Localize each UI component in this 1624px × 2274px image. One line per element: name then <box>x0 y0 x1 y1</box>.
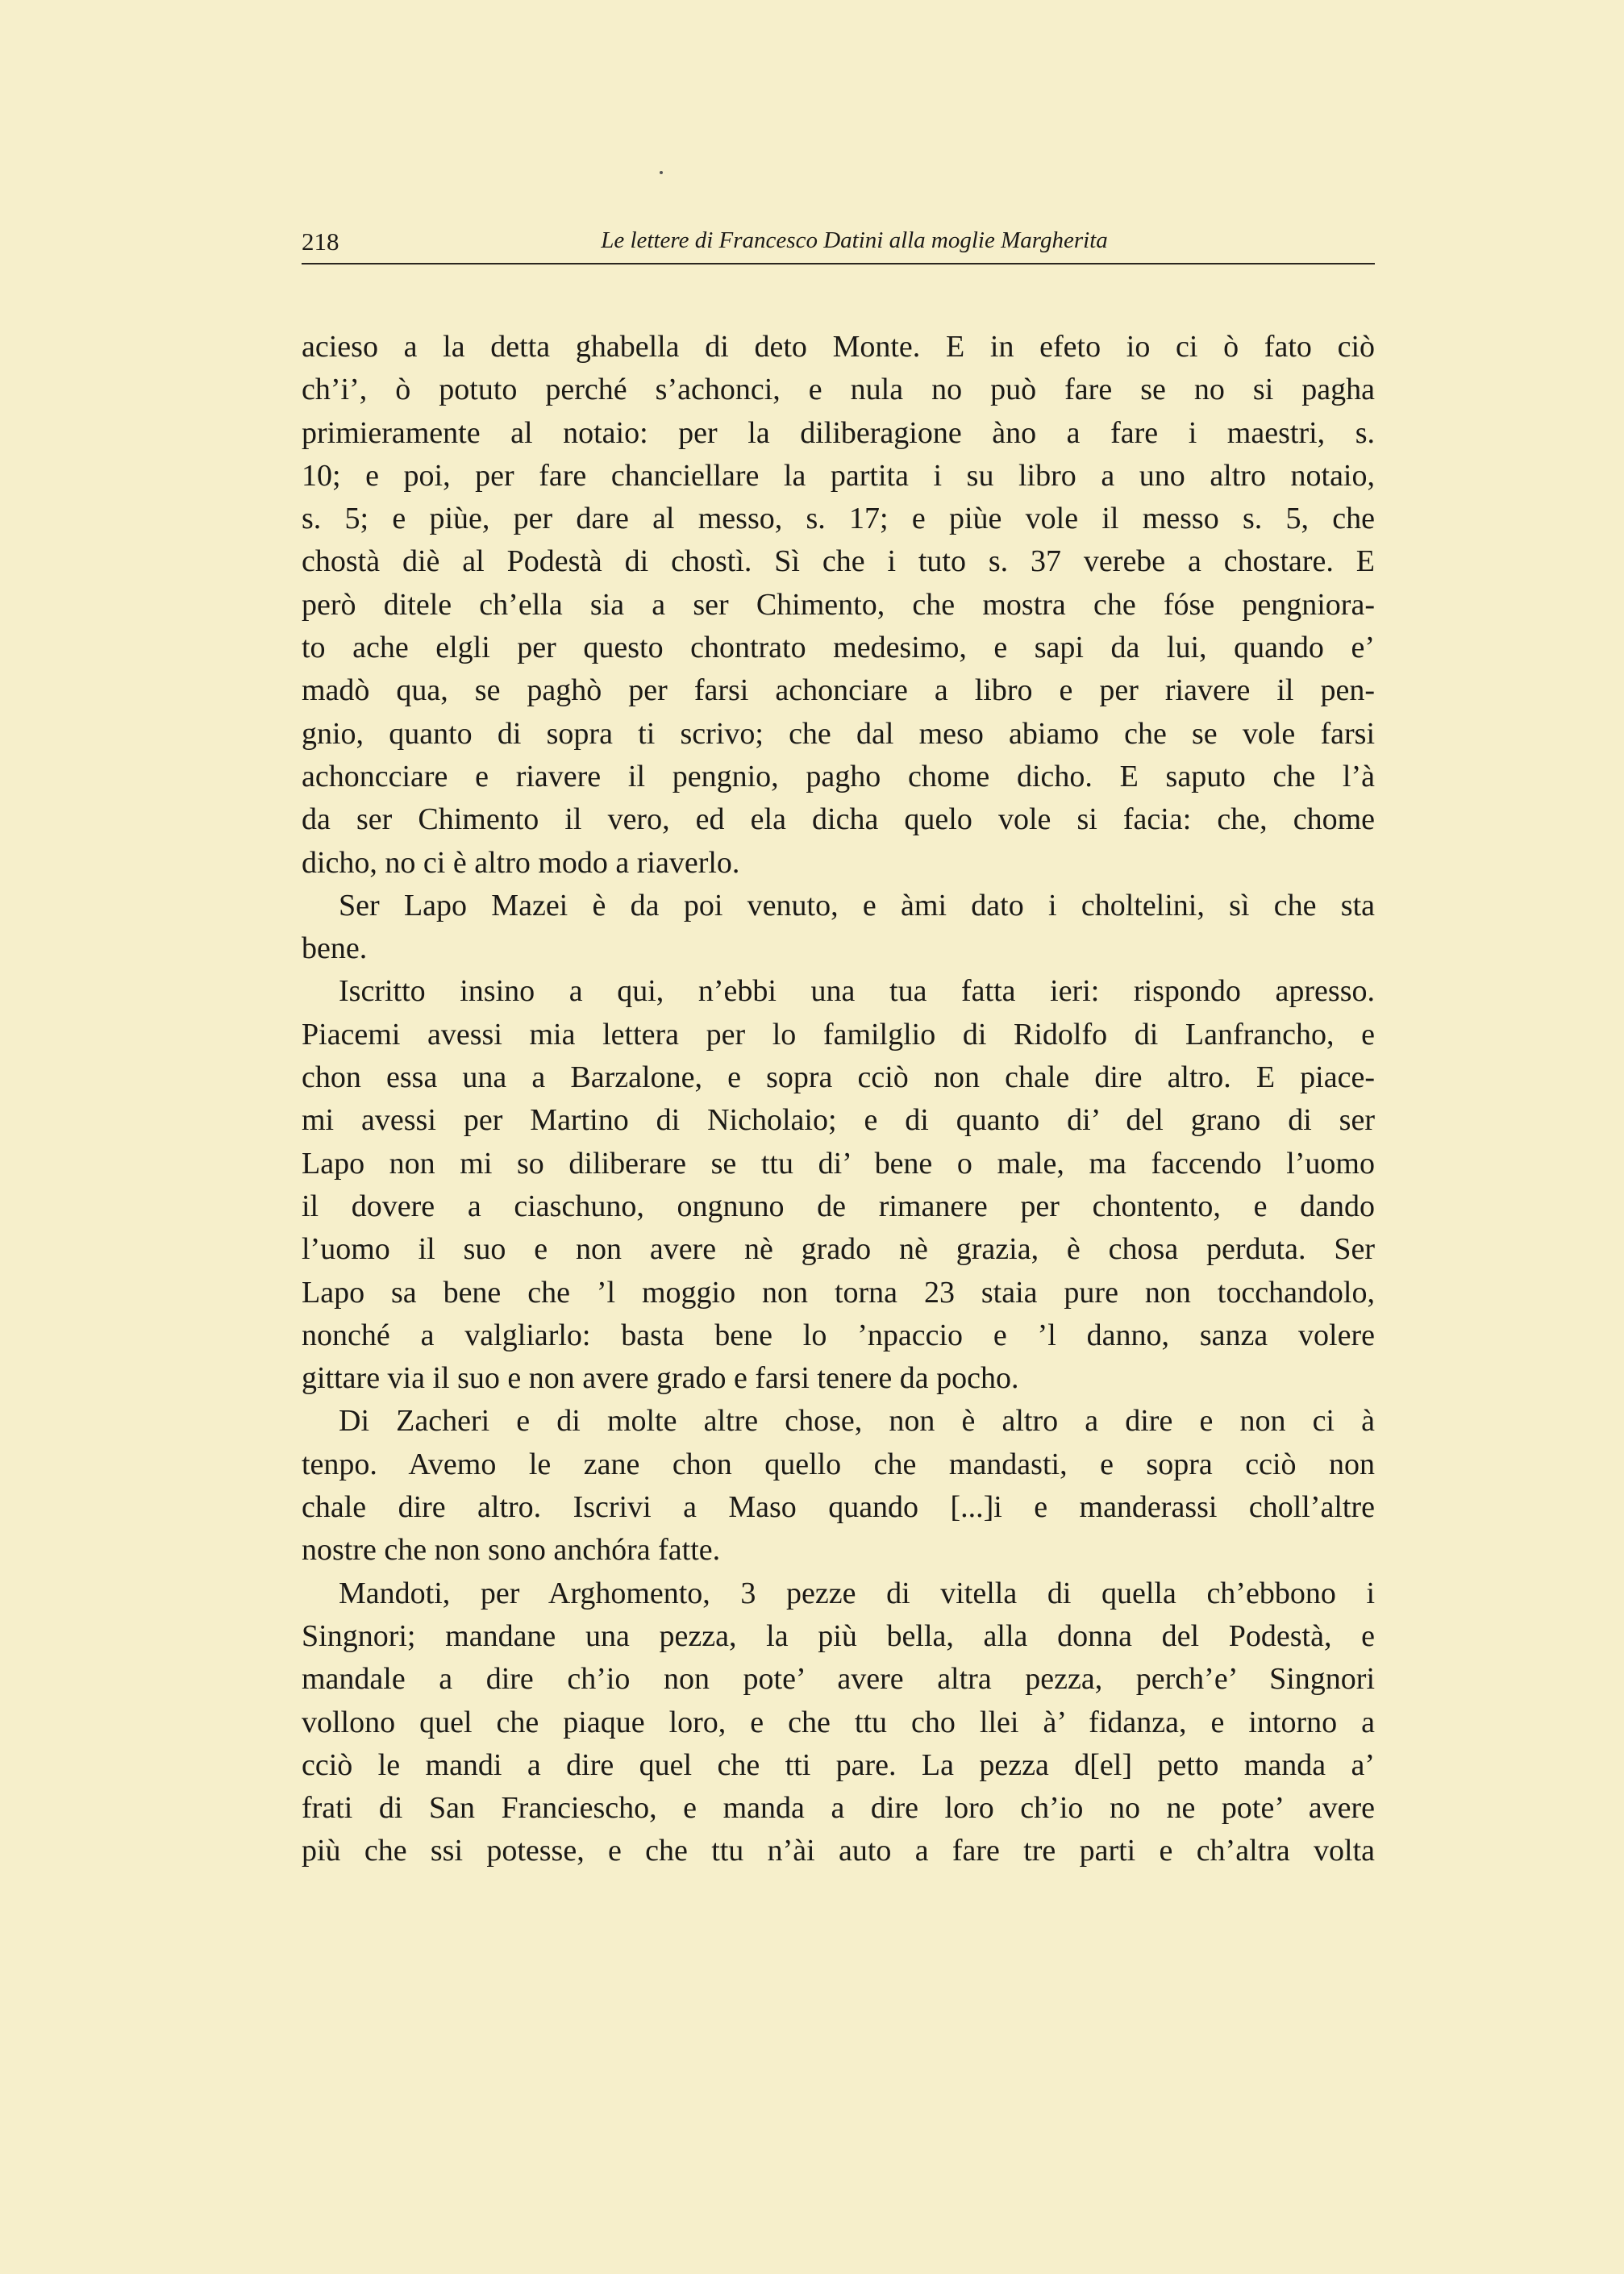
page-number: 218 <box>302 227 339 256</box>
text-line: primieramente al notaio: per la diliberagione àno a fare i maestri, s. <box>302 415 1375 450</box>
text-line: mandale a dire ch’io non pote’ avere altra pezza, perch’e’ Singnori <box>302 1662 1375 1697</box>
text-line: acieso a la detta ghabella di deto Monte. E in efeto io ci ò fato ciò <box>302 330 1375 364</box>
text-line: Piacemi avessi mia lettera per lo familglio di Ridolfo di Lanfrancho, e <box>302 1017 1375 1052</box>
text-line: Singnori; mandane una pezza, la più bella, alla donna del Podestà, e <box>302 1618 1375 1653</box>
text-line: vollono quel che piaque loro, e che ttu cho llei à’ fidanza, e intorno a <box>302 1705 1375 1739</box>
text-line: dicho, no ci è altro modo a riaverlo. <box>302 845 740 880</box>
text-line: 10; e poi, per fare chanciellare la partita i su libro a uno altro notaio, <box>302 458 1375 493</box>
text-line: to ache elgli per questo chontrato medesimo, e sapi da lui, quando e’ <box>302 631 1375 665</box>
body-text <box>302 326 1375 1873</box>
text-line: madò qua, se paghò per farsi achonciare a libro e per riavere il pen- <box>302 673 1375 708</box>
header-rule <box>302 263 1375 264</box>
text-line: chostà diè al Podestà di chostì. Sì che i tuto s. 37 verebe a chostare. E <box>302 544 1375 579</box>
text-line: bene. <box>302 931 368 966</box>
text-line: Ser Lapo Mazei è da poi venuto, e àmi dato i choltelini, sì che sta <box>339 888 1375 923</box>
text-line: però ditele ch’ella sia a ser Chimento, che mostra che fóse pengniora- <box>302 587 1375 622</box>
text-line: achoncciare e riavere il pengnio, pagho chome dicho. E saputo che l’à <box>302 759 1375 793</box>
text-line: Lapo sa bene che ’l moggio non torna 23 staia pure non tocchandolo, <box>302 1275 1375 1310</box>
text-line: mi avessi per Martino di Nicholaio; e di quanto di’ del grano di ser <box>302 1103 1375 1138</box>
text-line: Iscritto insino a qui, n’ebbi una tua fatta ieri: rispondo apresso. <box>339 974 1375 1009</box>
text-line: chale dire altro. Iscrivi a Maso quando [...]i e manderassi choll’altre <box>302 1490 1375 1525</box>
text-line: gnio, quanto di sopra ti scrivo; che dal meso abiamo che se vole farsi <box>302 716 1375 751</box>
text-line: chon essa una a Barzalone, e sopra cciò non chale dire altro. E piace- <box>302 1060 1375 1095</box>
text-line: da ser Chimento il vero, ed ela dicha quelo vole si facia: che, chome <box>302 802 1375 837</box>
text-line: nostre che non sono anchóra fatte. <box>302 1533 721 1568</box>
text-line: gittare via il suo e non avere grado e farsi tenere da pocho. <box>302 1361 1019 1396</box>
text-line: più che ssi potesse, e che ttu n’ài auto a fare tre parti e ch’altra volta <box>302 1834 1375 1868</box>
text-line: s. 5; e piùe, per dare al messo, s. 17; e piùe vole il messo s. 5, che <box>302 502 1375 536</box>
text-line: frati di San Franciescho, e manda a dire loro ch’io no ne pote’ avere <box>302 1791 1375 1826</box>
page-header <box>302 227 1375 263</box>
text-line: Lapo non mi so diliberare se ttu di’ bene o male, ma faccendo l’uomo <box>302 1146 1375 1181</box>
text-line: tenpo. Avemo le zane chon quello che mandasti, e sopra cciò non <box>302 1447 1375 1481</box>
text-line: l’uomo il suo e non avere nè grado nè grazia, è chosa perduta. Ser <box>302 1232 1375 1267</box>
text-line: nonché a valgliarlo: basta bene lo ’npaccio e ’l danno, sanza volere <box>302 1318 1375 1352</box>
running-title: Le lettere di Francesco Datini alla moglie Margherita <box>601 227 1108 253</box>
text-line: il dovere a ciaschuno, ongnuno de rimanere per chontento, e dando <box>302 1189 1375 1223</box>
print-speck <box>660 171 663 174</box>
text-line: Di Zacheri e di molte altre chose, non è altro a dire e non ci à <box>339 1404 1375 1439</box>
text-line: ch’i’, ò potuto perché s’achonci, e nula no può fare se no si pagha <box>302 373 1375 407</box>
text-line: Mandoti, per Arghomento, 3 pezze di vitella di quella ch’ebbono i <box>339 1576 1375 1610</box>
text-line: cciò le mandi a dire quel che tti pare. La pezza d[el] petto manda a’ <box>302 1747 1375 1782</box>
